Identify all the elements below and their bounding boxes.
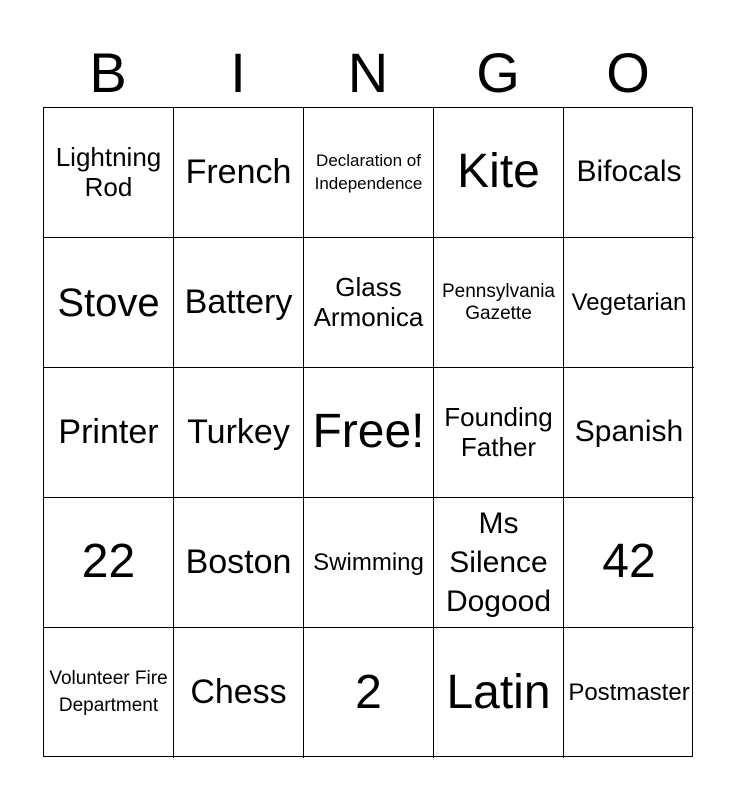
bingo-cell[interactable]: 22 xyxy=(44,498,174,628)
bingo-cell[interactable]: Stove xyxy=(44,238,174,368)
bingo-cell[interactable]: Lightning Rod xyxy=(44,108,174,238)
bingo-cell[interactable]: Vegetarian xyxy=(564,238,694,368)
bingo-cell free-space[interactable]: Free! xyxy=(304,368,434,498)
bingo-cell[interactable]: Swimming xyxy=(304,498,434,628)
bingo-cell[interactable]: Postmaster xyxy=(568,679,690,707)
bingo-cell[interactable]: Kite xyxy=(434,108,564,238)
bingo-cell[interactable]: Pennsylvania Gazette xyxy=(434,238,564,368)
bingo-cell[interactable]: Ms Silence Dogood xyxy=(434,498,564,628)
header-letter-i: I xyxy=(230,41,246,104)
bingo-cell[interactable]: Founding Father xyxy=(434,368,564,498)
header-letter-b: B xyxy=(89,41,127,104)
bingo-cell[interactable]: Chess xyxy=(174,628,304,758)
bingo-cell[interactable]: 42 xyxy=(564,498,694,628)
bingo-cell[interactable]: Boston xyxy=(174,498,304,628)
bingo-cell[interactable]: French xyxy=(174,108,304,238)
bingo-cell[interactable]: Glass Armonica xyxy=(304,238,434,368)
bingo-cell[interactable]: Spanish xyxy=(564,368,694,498)
header-letter-n: N xyxy=(347,41,389,104)
bingo-cell[interactable]: Volunteer Fire Department xyxy=(44,628,174,758)
bingo-cell[interactable]: Bifocals xyxy=(564,108,694,238)
bingo-cell[interactable]: 2 xyxy=(304,628,434,758)
bingo-header xyxy=(43,40,693,106)
bingo-cell[interactable]: Turkey xyxy=(174,368,304,498)
bingo-board xyxy=(43,107,693,757)
bingo-cell[interactable]: Latin xyxy=(434,628,564,758)
header-letter-g: G xyxy=(476,41,520,104)
header-letter-o: O xyxy=(606,41,650,104)
bingo-cell[interactable]: Declaration of Independence xyxy=(304,108,434,238)
bingo-cell[interactable]: Printer xyxy=(44,368,174,498)
bingo-cell[interactable]: Battery xyxy=(174,238,304,368)
